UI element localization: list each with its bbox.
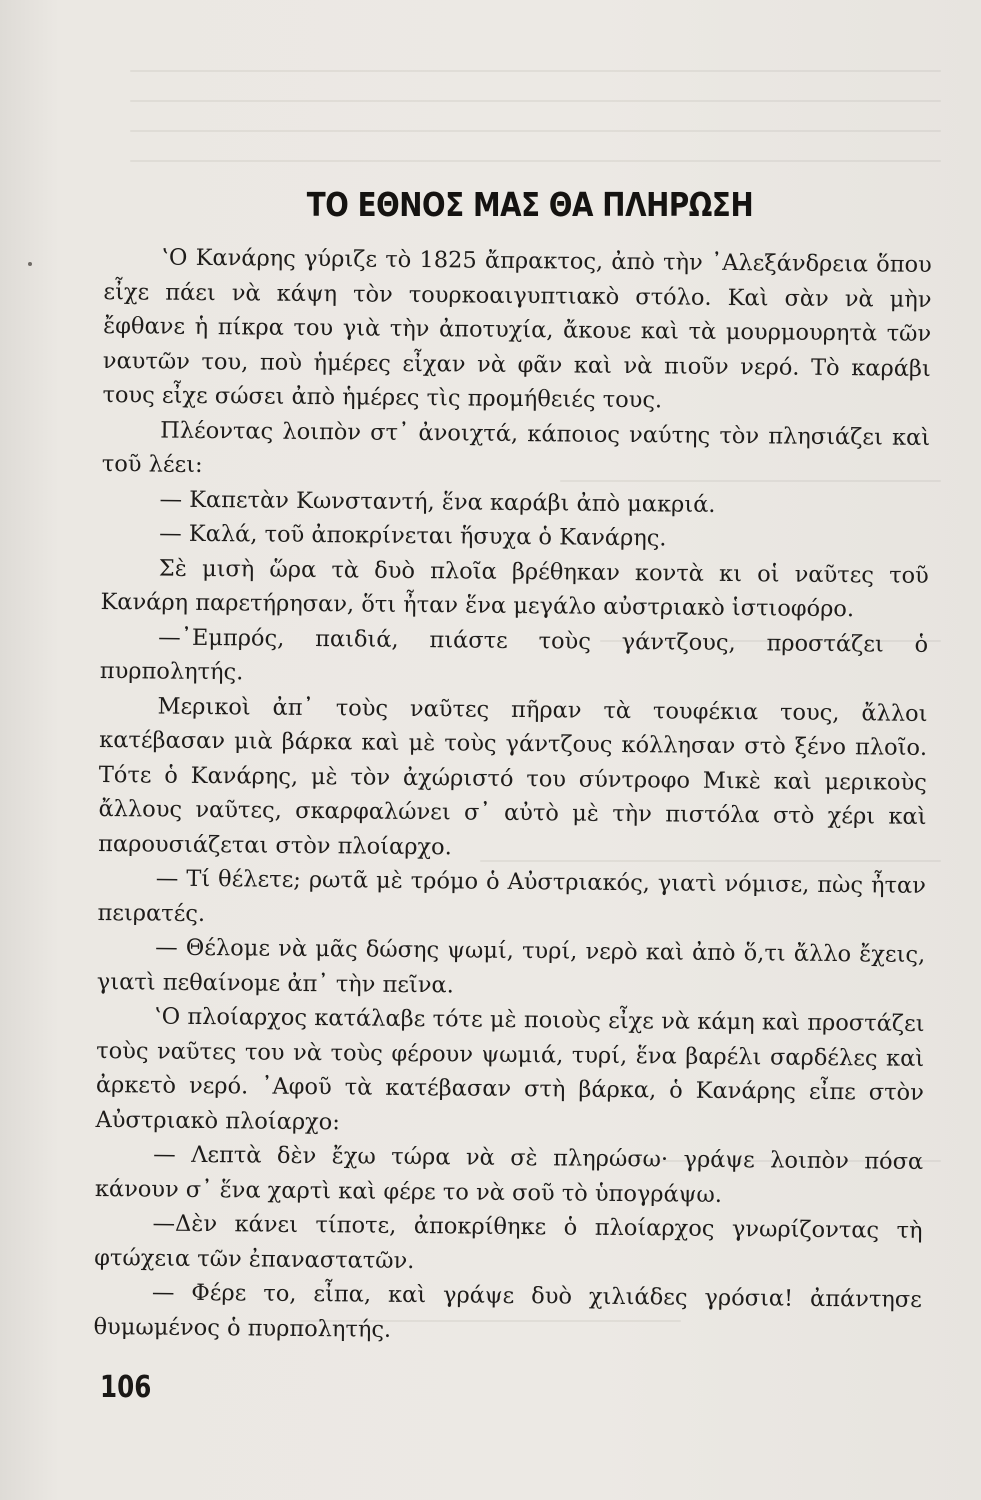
chapter-title: ΤΟ ΕΘΝΟΣ ΜΑΣ ΘΑ ΠΛΗΡΩΣΗ bbox=[306, 185, 754, 224]
bleed-through-line bbox=[130, 130, 941, 132]
paragraph: Σὲ μισὴ ὥρα τὰ δυὸ πλοῖα βρέθηκαν κοντὰ κι οἱ ναῦτες τοῦ Κανάρη παρετήρησαν, ὅτι ἦταν ἕνα μεγάλο αὐστριακὸ ἱστιοφόρο. bbox=[100, 555, 929, 623]
dialogue-line: — Καπετὰν Κωνσταντή, ἕνα καράβι ἀπὸ μακριά. bbox=[159, 486, 716, 518]
dialogue-line: — Λεπτὰ δὲν ἔχω τώρα νὰ σὲ πληρώσω· γράψε λοιπὸν πόσα κάνουν σ᾿ ἕνα χαρτὶ καὶ φέρε το νὰ σοῦ τὸ ὑπογράψω. bbox=[94, 1141, 924, 1208]
paragraph: Πλέοντας λοιπὸν στ᾿ ἀνοιχτά, κάποιος ναύτης τὸν πλησιάζει καὶ τοῦ λέει: bbox=[101, 417, 931, 478]
paragraph: Μερικοὶ ἀπ᾿ τοὺς ναῦτες πῆραν τὰ τουφέκια τους, ἄλλοι κατέβασαν μιὰ βάρκα καὶ μὲ τοὺς γάντζους κόλλησαν στὸ ξένο πλοῖο. Τότε ὁ Κανάρης, μὲ τὸν ἀχώριστό του σύντροφο Μικὲ καὶ μερικοὺς ἄλλους ναῦτες, σκαρφαλώνει σ᾿ αὐτὸ μὲ τὴν πιστόλα στὸ χέρι καὶ παρουσιάζεται στὸν πλοίαρχο. bbox=[98, 693, 928, 860]
bleed-through-line bbox=[130, 160, 941, 162]
dialogue-line: — Φέρε το, εἶπα, καὶ γράψε δυὸ χιλιάδες γρόσια! ἀπάντησε θυμωμένος ὁ πυρπολητής. bbox=[93, 1279, 922, 1343]
bleed-through-line bbox=[130, 70, 941, 72]
page-number: 106 bbox=[100, 1370, 152, 1405]
dialogue-line: — Θέλομε νὰ μᾶς δώσης ψωμί, τυρί, νερὸ καὶ ἀπὸ ὅ,τι ἄλλο ἔχεις, γιατὶ πεθαίνομε ἀπ᾿ τὴν πεῖνα. bbox=[96, 934, 926, 998]
bleed-through-line bbox=[130, 100, 941, 102]
dialogue-line: — Τί θέλετε; ρωτᾶ μὲ τρόμο ὁ Αὐστριακός, γιατὶ νόμισε, πὼς ἦταν πειρατές. bbox=[97, 865, 926, 927]
dialogue-line: — Καλά, τοῦ ἀποκρίνεται ἥσυχα ὁ Κανάρης. bbox=[159, 520, 667, 552]
body-text bbox=[93, 240, 932, 1352]
paragraph: ‛Ο πλοίαρχος κατάλαβε τότε μὲ ποιοὺς εἶχε νὰ κάμη καὶ προστάζει τοὺς ναῦτες του νὰ τοὺς φέρουν ψωμιά, τυρί, ἕνα βαρέλι σαρδέλες καὶ ἀρκετὸ νερό. ᾿Αφοῦ τὰ κατέβασαν στὴ βάρκα, ὁ Κανάρης εἶπε στὸν Αὐστριακὸ πλοίαρχο: bbox=[95, 1003, 925, 1135]
margin-mark bbox=[28, 262, 32, 266]
dialogue-line: —Δὲν κάνει τίποτε, ἀποκρίθηκε ὁ πλοίαρχος γνωρίζοντας τὴ φτώχεια τῶν ἐπαναστατῶν. bbox=[94, 1210, 923, 1274]
paragraph: ‛Ο Κανάρης γύριζε τὸ 1825 ἄπρακτος, ἀπὸ τὴν ᾿Αλεξάνδρεια ὅπου εἶχε πάει νὰ κάψη τὸν τουρκοαιγυπτιακὸ στόλο. Καὶ σὰν νὰ μὴν ἔφθανε ἡ πίκρα του γιὰ τὴν ἀποτυχία, ἄκουε καὶ τὰ μουρμουρητὰ τῶν ναυτῶν του, ποὺ ἡμέρες εἶχαν νὰ φᾶν καὶ νὰ πιοῦν νερό. Τὸ καράβι τους εἶχε σώσει ἀπὸ ἡμέρες τὶς προμήθειές τους. bbox=[102, 244, 932, 414]
dialogue-line: —᾿Εμπρός, παιδιά, πιάστε τοὺς γάντζους, προστάζει ὁ πυρπολητής. bbox=[99, 624, 929, 686]
